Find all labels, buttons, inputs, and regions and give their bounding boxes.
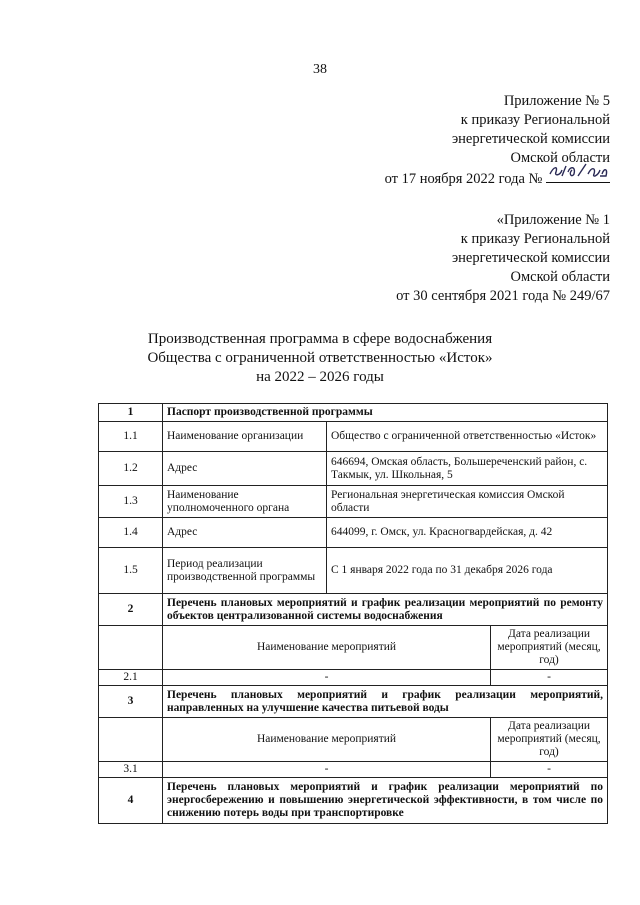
row-value: С 1 января 2022 года по 31 декабря 2026 года bbox=[327, 548, 608, 594]
document-title bbox=[0, 330, 640, 387]
original-order-ref: к приказу Региональной bbox=[460, 231, 610, 247]
row-value: Региональная энергетическая комиссия Омской области bbox=[327, 486, 608, 518]
section-row-repair bbox=[99, 594, 608, 626]
column-header-row bbox=[99, 718, 608, 762]
appendix-date: от 17 ноября 2022 года № bbox=[384, 171, 543, 187]
row-number: 1.1 bbox=[99, 422, 163, 452]
empty-cell bbox=[99, 718, 163, 762]
appendix-order-ref: к приказу Региональной bbox=[460, 112, 610, 128]
row-label: Наименование уполномоченного органа bbox=[163, 486, 327, 518]
appendix-date-line bbox=[385, 168, 610, 189]
appendix-header-original bbox=[396, 211, 610, 306]
table-row bbox=[99, 486, 608, 518]
appendix-region: Омской области bbox=[510, 150, 610, 166]
original-date-line: от 30 сентября 2021 года № 249/67 bbox=[396, 288, 610, 304]
table-row bbox=[99, 762, 608, 778]
row-date: - bbox=[491, 762, 608, 778]
original-appendix-title: «Приложение № 1 bbox=[496, 212, 610, 228]
table-row bbox=[99, 670, 608, 686]
column-header-row bbox=[99, 626, 608, 670]
section-number: 4 bbox=[99, 778, 163, 824]
appendix-commission: энергетической комиссии bbox=[451, 131, 610, 147]
appendix-title: Приложение № 5 bbox=[503, 93, 610, 109]
page-number: 38 bbox=[313, 62, 327, 77]
section-title: Перечень плановых мероприятий и график реализации мероприятий, направленных на улучшение качества питьевой воды bbox=[163, 686, 608, 718]
column-header-name: Наименование мероприятий bbox=[163, 718, 491, 762]
row-value: 644099, г. Омск, ул. Красногвардейская, д. 42 bbox=[327, 518, 608, 548]
row-number: 1.3 bbox=[99, 486, 163, 518]
row-label: Адрес bbox=[163, 518, 327, 548]
row-value: Общество с ограниченной ответственностью «Исток» bbox=[327, 422, 608, 452]
table-row bbox=[99, 518, 608, 548]
row-name: - bbox=[163, 670, 491, 686]
row-label: Адрес bbox=[163, 452, 327, 486]
section-row-water-quality bbox=[99, 686, 608, 718]
table-row bbox=[99, 452, 608, 486]
section-title: Перечень плановых мероприятий и график реализации мероприятий по ремонту объектов централизованной системы водоснабжения bbox=[163, 594, 608, 626]
table-row bbox=[99, 548, 608, 594]
section-number: 1 bbox=[99, 404, 163, 422]
original-region: Омской области bbox=[510, 269, 610, 285]
row-number: 1.5 bbox=[99, 548, 163, 594]
row-number: 1.2 bbox=[99, 452, 163, 486]
column-header-date: Дата реализации мероприятий (месяц, год) bbox=[491, 626, 608, 670]
row-date: - bbox=[491, 670, 608, 686]
section-number: 2 bbox=[99, 594, 163, 626]
row-label: Наименование организации bbox=[163, 422, 327, 452]
row-value: 646694, Омская область, Большереченский район, с. Такмык, ул. Школьная, 5 bbox=[327, 452, 608, 486]
handwritten-order-number bbox=[546, 168, 610, 183]
section-row-passport bbox=[99, 404, 608, 422]
row-number: 3.1 bbox=[99, 762, 163, 778]
section-title: Перечень плановых мероприятий и график реализации мероприятий по энергосбережению и повышению энергетической эффективности, в том числе по снижению потерь воды при транспортировке bbox=[163, 778, 608, 824]
table-row bbox=[99, 422, 608, 452]
empty-cell bbox=[99, 626, 163, 670]
section-title: Паспорт производственной программы bbox=[163, 404, 608, 422]
row-number: 1.4 bbox=[99, 518, 163, 548]
column-header-date: Дата реализации мероприятий (месяц, год) bbox=[491, 718, 608, 762]
column-header-name: Наименование мероприятий bbox=[163, 626, 491, 670]
title-line-3: на 2022 – 2026 годы bbox=[256, 369, 384, 385]
handwritten-number-icon bbox=[548, 162, 610, 180]
program-table bbox=[98, 403, 608, 824]
original-commission: энергетической комиссии bbox=[451, 250, 610, 266]
section-row-energy bbox=[99, 778, 608, 824]
title-line-2: Общества с ограниченной ответственностью «Исток» bbox=[147, 350, 493, 366]
title-line-1: Производственная программа в сфере водоснабжения bbox=[147, 331, 493, 347]
appendix-header-current bbox=[385, 92, 610, 189]
row-name: - bbox=[163, 762, 491, 778]
row-label: Период реализации производственной программы bbox=[163, 548, 327, 594]
row-number: 2.1 bbox=[99, 670, 163, 686]
section-number: 3 bbox=[99, 686, 163, 718]
